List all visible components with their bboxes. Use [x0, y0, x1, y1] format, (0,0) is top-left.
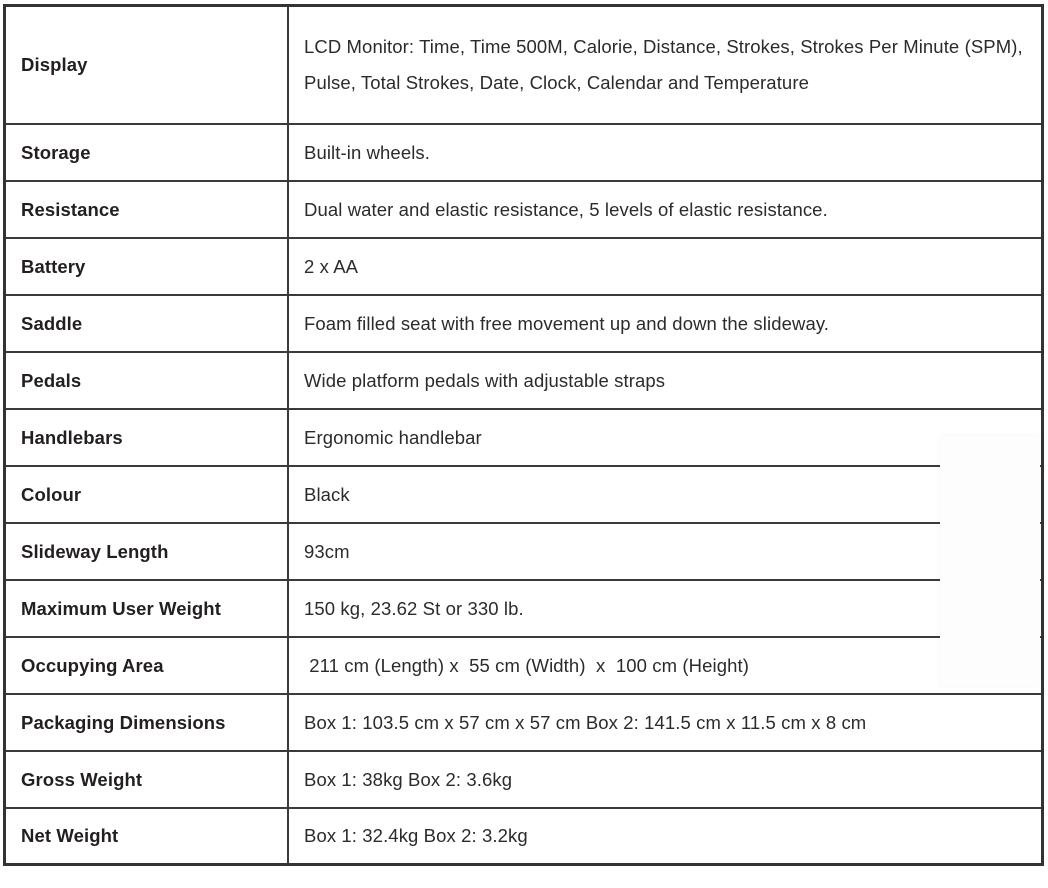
- row-label: Maximum User Weight: [5, 580, 289, 637]
- table-row-gross-weight: [5, 751, 1043, 808]
- row-value: Box 1: 38kg Box 2: 3.6kg: [288, 751, 1043, 808]
- row-value: 211 cm (Length) x 55 cm (Width) x 100 cm (Height): [288, 637, 1043, 694]
- row-label: Display: [5, 6, 289, 125]
- specifications-table: [3, 4, 1044, 866]
- table-row-slideway-length: [5, 523, 1043, 580]
- row-value: Dual water and elastic resistance, 5 levels of elastic resistance.: [288, 181, 1043, 238]
- row-value: 2 x AA: [288, 238, 1043, 295]
- row-label: Packaging Dimensions: [5, 694, 289, 751]
- table-row-pedals: [5, 352, 1043, 409]
- row-label: Handlebars: [5, 409, 289, 466]
- row-label: Storage: [5, 124, 289, 181]
- row-value: Black: [288, 466, 1043, 523]
- row-label: Pedals: [5, 352, 289, 409]
- row-value: Box 1: 32.4kg Box 2: 3.2kg: [288, 808, 1043, 865]
- row-label: Gross Weight: [5, 751, 289, 808]
- table-row-resistance: [5, 181, 1043, 238]
- row-label: Net Weight: [5, 808, 289, 865]
- row-label: Saddle: [5, 295, 289, 352]
- table-row-occupying-area: [5, 637, 1043, 694]
- table-row-packaging-dimensions: [5, 694, 1043, 751]
- table-row-saddle: [5, 295, 1043, 352]
- row-value: 150 kg, 23.62 St or 330 lb.: [288, 580, 1043, 637]
- table-row-battery: [5, 238, 1043, 295]
- row-label: Battery: [5, 238, 289, 295]
- table-row-colour: [5, 466, 1043, 523]
- row-value: 93cm: [288, 523, 1043, 580]
- table-row-net-weight: [5, 808, 1043, 865]
- row-value: Box 1: 103.5 cm x 57 cm x 57 cm Box 2: 141.5 cm x 11.5 cm x 8 cm: [288, 694, 1043, 751]
- table-row-display: [5, 6, 1043, 125]
- row-value: Foam filled seat with free movement up and down the slideway.: [288, 295, 1043, 352]
- row-value: Ergonomic handlebar: [288, 409, 1043, 466]
- row-label: Colour: [5, 466, 289, 523]
- row-label: Resistance: [5, 181, 289, 238]
- table-row-handlebars: [5, 409, 1043, 466]
- row-label: Slideway Length: [5, 523, 289, 580]
- table-row-maximum-user-weight: [5, 580, 1043, 637]
- row-label: Occupying Area: [5, 637, 289, 694]
- row-value: Wide platform pedals with adjustable straps: [288, 352, 1043, 409]
- table-row-storage: [5, 124, 1043, 181]
- row-value: Built-in wheels.: [288, 124, 1043, 181]
- row-value: LCD Monitor: Time, Time 500M, Calorie, Distance, Strokes, Strokes Per Minute (SPM), Pulse, Total Strokes, Date, Clock, Calendar and Temperature: [288, 6, 1043, 125]
